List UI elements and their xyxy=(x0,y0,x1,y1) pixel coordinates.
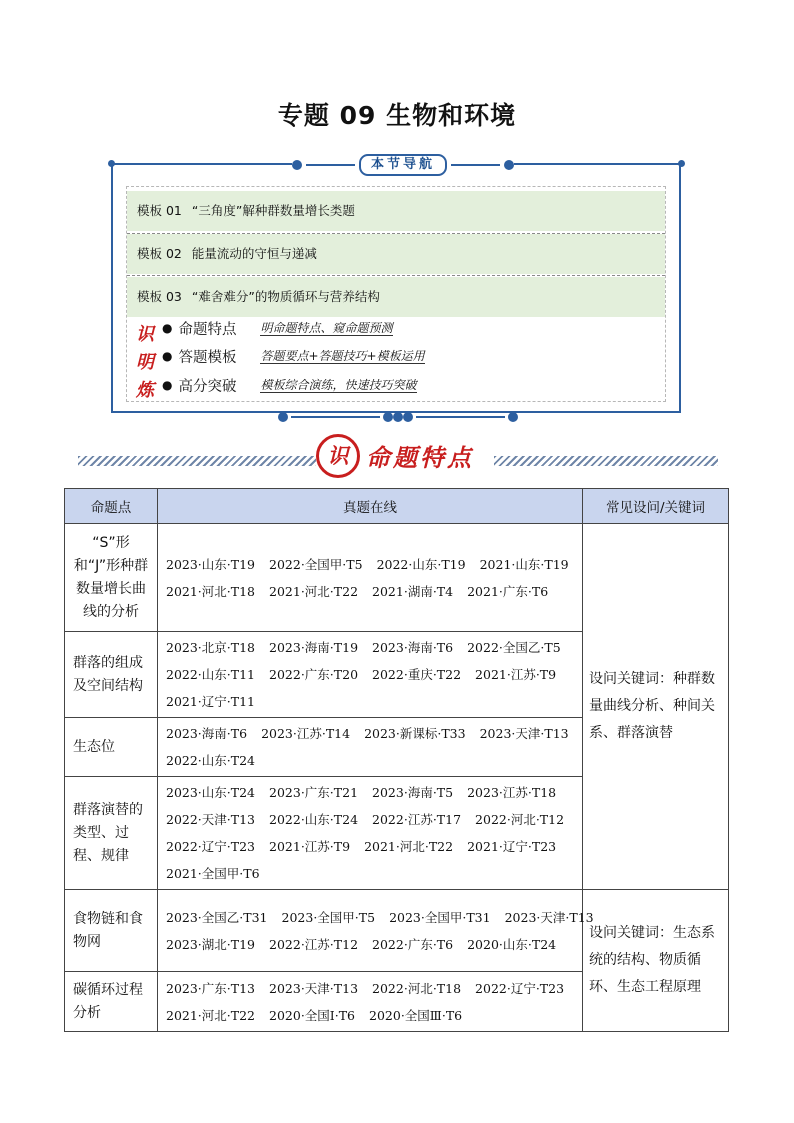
paper-ref: 2021·河北·T22 xyxy=(364,839,454,854)
table-header-row xyxy=(65,489,729,524)
nav-header-label: 本节导航 xyxy=(359,154,447,176)
side-mark-char: 炼 xyxy=(136,380,154,401)
paper-ref: 2021·广东·T6 xyxy=(467,583,549,599)
paper-ref: 2023·山东·T24 xyxy=(166,785,256,800)
paper-ref: 2023·湖北·T19 xyxy=(166,936,256,952)
paper-ref: 2022·山东·T11 xyxy=(166,667,256,682)
nav-header xyxy=(292,155,514,175)
paper-ref: 2021·江苏·T9 xyxy=(269,839,351,854)
paper-ref: 2022·全国乙·T5 xyxy=(467,640,561,655)
guide-desc: 答题要点+答题技巧+模板运用 xyxy=(260,348,425,363)
column-header: 真题在线 xyxy=(158,489,583,524)
paper-ref: 2023·山东·T19 xyxy=(166,556,256,572)
side-mark-char: 识 xyxy=(136,324,154,345)
template-item[interactable] xyxy=(127,277,665,317)
nav-top-line-right xyxy=(514,163,681,165)
paper-ref: 2022·山东·T24 xyxy=(269,812,359,827)
paper-ref: 2023·江苏·T14 xyxy=(261,726,351,741)
paper-ref: 2023·海南·T6 xyxy=(166,726,248,741)
paper-ref: 2022·江苏·T12 xyxy=(269,936,359,952)
topic-cell: 碳循环过程分析 xyxy=(65,972,158,1032)
template-label: 能量流动的守恒与递减 xyxy=(191,246,317,261)
papers-cell xyxy=(158,972,583,1032)
page-title: 专题 09 生物和环境 xyxy=(277,101,517,130)
nav-corner-dot-left xyxy=(108,160,115,167)
guide-label: 答题模板 xyxy=(178,349,237,366)
template-code: 模板 03 xyxy=(137,289,182,304)
paper-ref: 2022·江苏·T17 xyxy=(372,812,462,827)
template-item[interactable] xyxy=(127,234,665,274)
nav-top-line-left xyxy=(111,163,292,165)
paper-ref: 2021·河北·T22 xyxy=(269,583,359,599)
template-label: “三角度”解种群数量增长类题 xyxy=(191,203,355,218)
paper-ref: 2023·全国乙·T31 xyxy=(166,909,268,925)
papers-cell xyxy=(158,890,594,972)
paper-ref: 2021·河北·T22 xyxy=(166,1007,256,1023)
nav-dot xyxy=(504,160,514,170)
paper-ref: 2021·河北·T18 xyxy=(166,583,256,599)
paper-ref: 2023·天津·T13 xyxy=(479,726,569,741)
section-heading: 命题特点 xyxy=(366,443,474,472)
paper-ref: 2022·河北·T12 xyxy=(475,812,565,827)
banner-hatch-left xyxy=(78,456,316,466)
paper-ref: 2023·江苏·T18 xyxy=(467,785,557,800)
paper-ref: 2021·湖南·T4 xyxy=(372,583,454,599)
paper-ref: 2022·辽宁·T23 xyxy=(166,839,256,854)
topic-cell: 群落演替的类型、过程、规律 xyxy=(65,777,158,890)
nav-dot xyxy=(383,412,393,422)
paper-ref: 2023·广东·T21 xyxy=(269,785,359,800)
paper-ref: 2021·辽宁·T23 xyxy=(467,839,557,854)
paper-ref: 2023·新课标·T33 xyxy=(364,726,466,741)
column-header: 命题点 xyxy=(65,489,158,524)
nav-dash xyxy=(291,416,380,418)
paper-ref: 2023·海南·T5 xyxy=(372,785,454,800)
side-mark-char: 明 xyxy=(136,352,154,373)
paper-ref: 2022·重庆·T22 xyxy=(372,667,462,682)
template-code: 模板 01 xyxy=(137,203,182,218)
paper-ref: 2023·全国甲·T5 xyxy=(281,909,376,925)
topic-cell: 食物链和食物网 xyxy=(65,890,158,972)
nav-dash xyxy=(306,164,355,166)
guide-desc: 模板综合演练，快速技巧突破 xyxy=(260,377,417,392)
paper-ref: 2022·山东·T19 xyxy=(376,556,466,572)
section-badge-icon: 识 xyxy=(316,434,360,478)
nav-dash xyxy=(416,416,505,418)
topic-table xyxy=(64,488,729,1032)
nav-dot xyxy=(292,160,302,170)
table-row xyxy=(65,890,729,972)
keyword-cell: 设问关键词：种群数量曲线分析、种间关系、群落演替 xyxy=(583,524,729,890)
papers-cell xyxy=(158,632,583,718)
paper-ref: 2023·全国甲·T31 xyxy=(389,909,491,925)
guide-row[interactable] xyxy=(162,374,417,396)
paper-ref: 2023·广东·T13 xyxy=(166,980,256,996)
paper-ref: 2021·山东·T19 xyxy=(479,556,569,572)
keyword-cell: 设问关键词：生态系统的结构、物质循环、生态工程原理 xyxy=(583,890,729,1032)
paper-ref: 2022·山东·T24 xyxy=(166,753,256,768)
nav-dot xyxy=(508,412,518,422)
paper-ref: 2020·山东·T24 xyxy=(467,936,557,952)
papers-cell xyxy=(158,524,583,632)
paper-ref: 2023·天津·T13 xyxy=(504,909,594,925)
nav-dot xyxy=(278,412,288,422)
topic-cell: 生态位 xyxy=(65,718,158,777)
paper-ref: 2023·北京·T18 xyxy=(166,640,256,655)
guide-label: 命题特点 xyxy=(178,321,237,338)
nav-corner-dot-right xyxy=(678,160,685,167)
paper-ref: 2022·河北·T18 xyxy=(372,980,462,996)
guide-desc: 明命题特点、窥命题预测 xyxy=(260,320,393,335)
paper-ref: 2021·江苏·T9 xyxy=(475,667,557,682)
paper-ref: 2022·广东·T6 xyxy=(372,936,454,952)
nav-footer xyxy=(278,410,518,424)
paper-ref: 2023·天津·T13 xyxy=(269,980,359,996)
side-mark xyxy=(133,321,157,405)
nav-dot xyxy=(393,412,403,422)
paper-ref: 2022·辽宁·T23 xyxy=(475,980,565,996)
template-label: “难舍难分”的物质循环与营养结构 xyxy=(191,289,380,304)
paper-ref: 2020·全国Ⅲ·T6 xyxy=(369,1007,463,1023)
bullet-icon: ● xyxy=(162,378,173,392)
paper-ref: 2020·全国Ⅰ·T6 xyxy=(269,1007,356,1023)
paper-ref: 2022·天津·T13 xyxy=(166,812,256,827)
topic-cell: “S”形和“J”形种群数量增长曲线的分析 xyxy=(65,524,158,632)
nav-dash xyxy=(451,164,500,166)
paper-ref: 2021·辽宁·T11 xyxy=(166,694,256,709)
banner-hatch-right xyxy=(494,456,718,466)
guide-row[interactable] xyxy=(162,345,425,367)
papers-cell xyxy=(158,777,583,890)
table-row xyxy=(65,524,729,632)
guide-label: 高分突破 xyxy=(178,378,237,395)
column-header: 常见设问/关键词 xyxy=(583,489,729,524)
template-item[interactable] xyxy=(127,191,665,231)
bullet-icon: ● xyxy=(162,321,173,335)
papers-cell xyxy=(158,718,583,777)
paper-ref: 2023·海南·T6 xyxy=(372,640,454,655)
guide-row[interactable] xyxy=(162,317,393,339)
template-code: 模板 02 xyxy=(137,246,182,261)
paper-ref: 2021·全国甲·T6 xyxy=(166,866,260,881)
nav-dot xyxy=(403,412,413,422)
paper-ref: 2022·全国甲·T5 xyxy=(269,556,363,572)
topic-cell: 群落的组成及空间结构 xyxy=(65,632,158,718)
paper-ref: 2023·海南·T19 xyxy=(269,640,359,655)
bullet-icon: ● xyxy=(162,349,173,363)
template-divider xyxy=(127,275,665,276)
paper-ref: 2022·广东·T20 xyxy=(269,667,359,682)
